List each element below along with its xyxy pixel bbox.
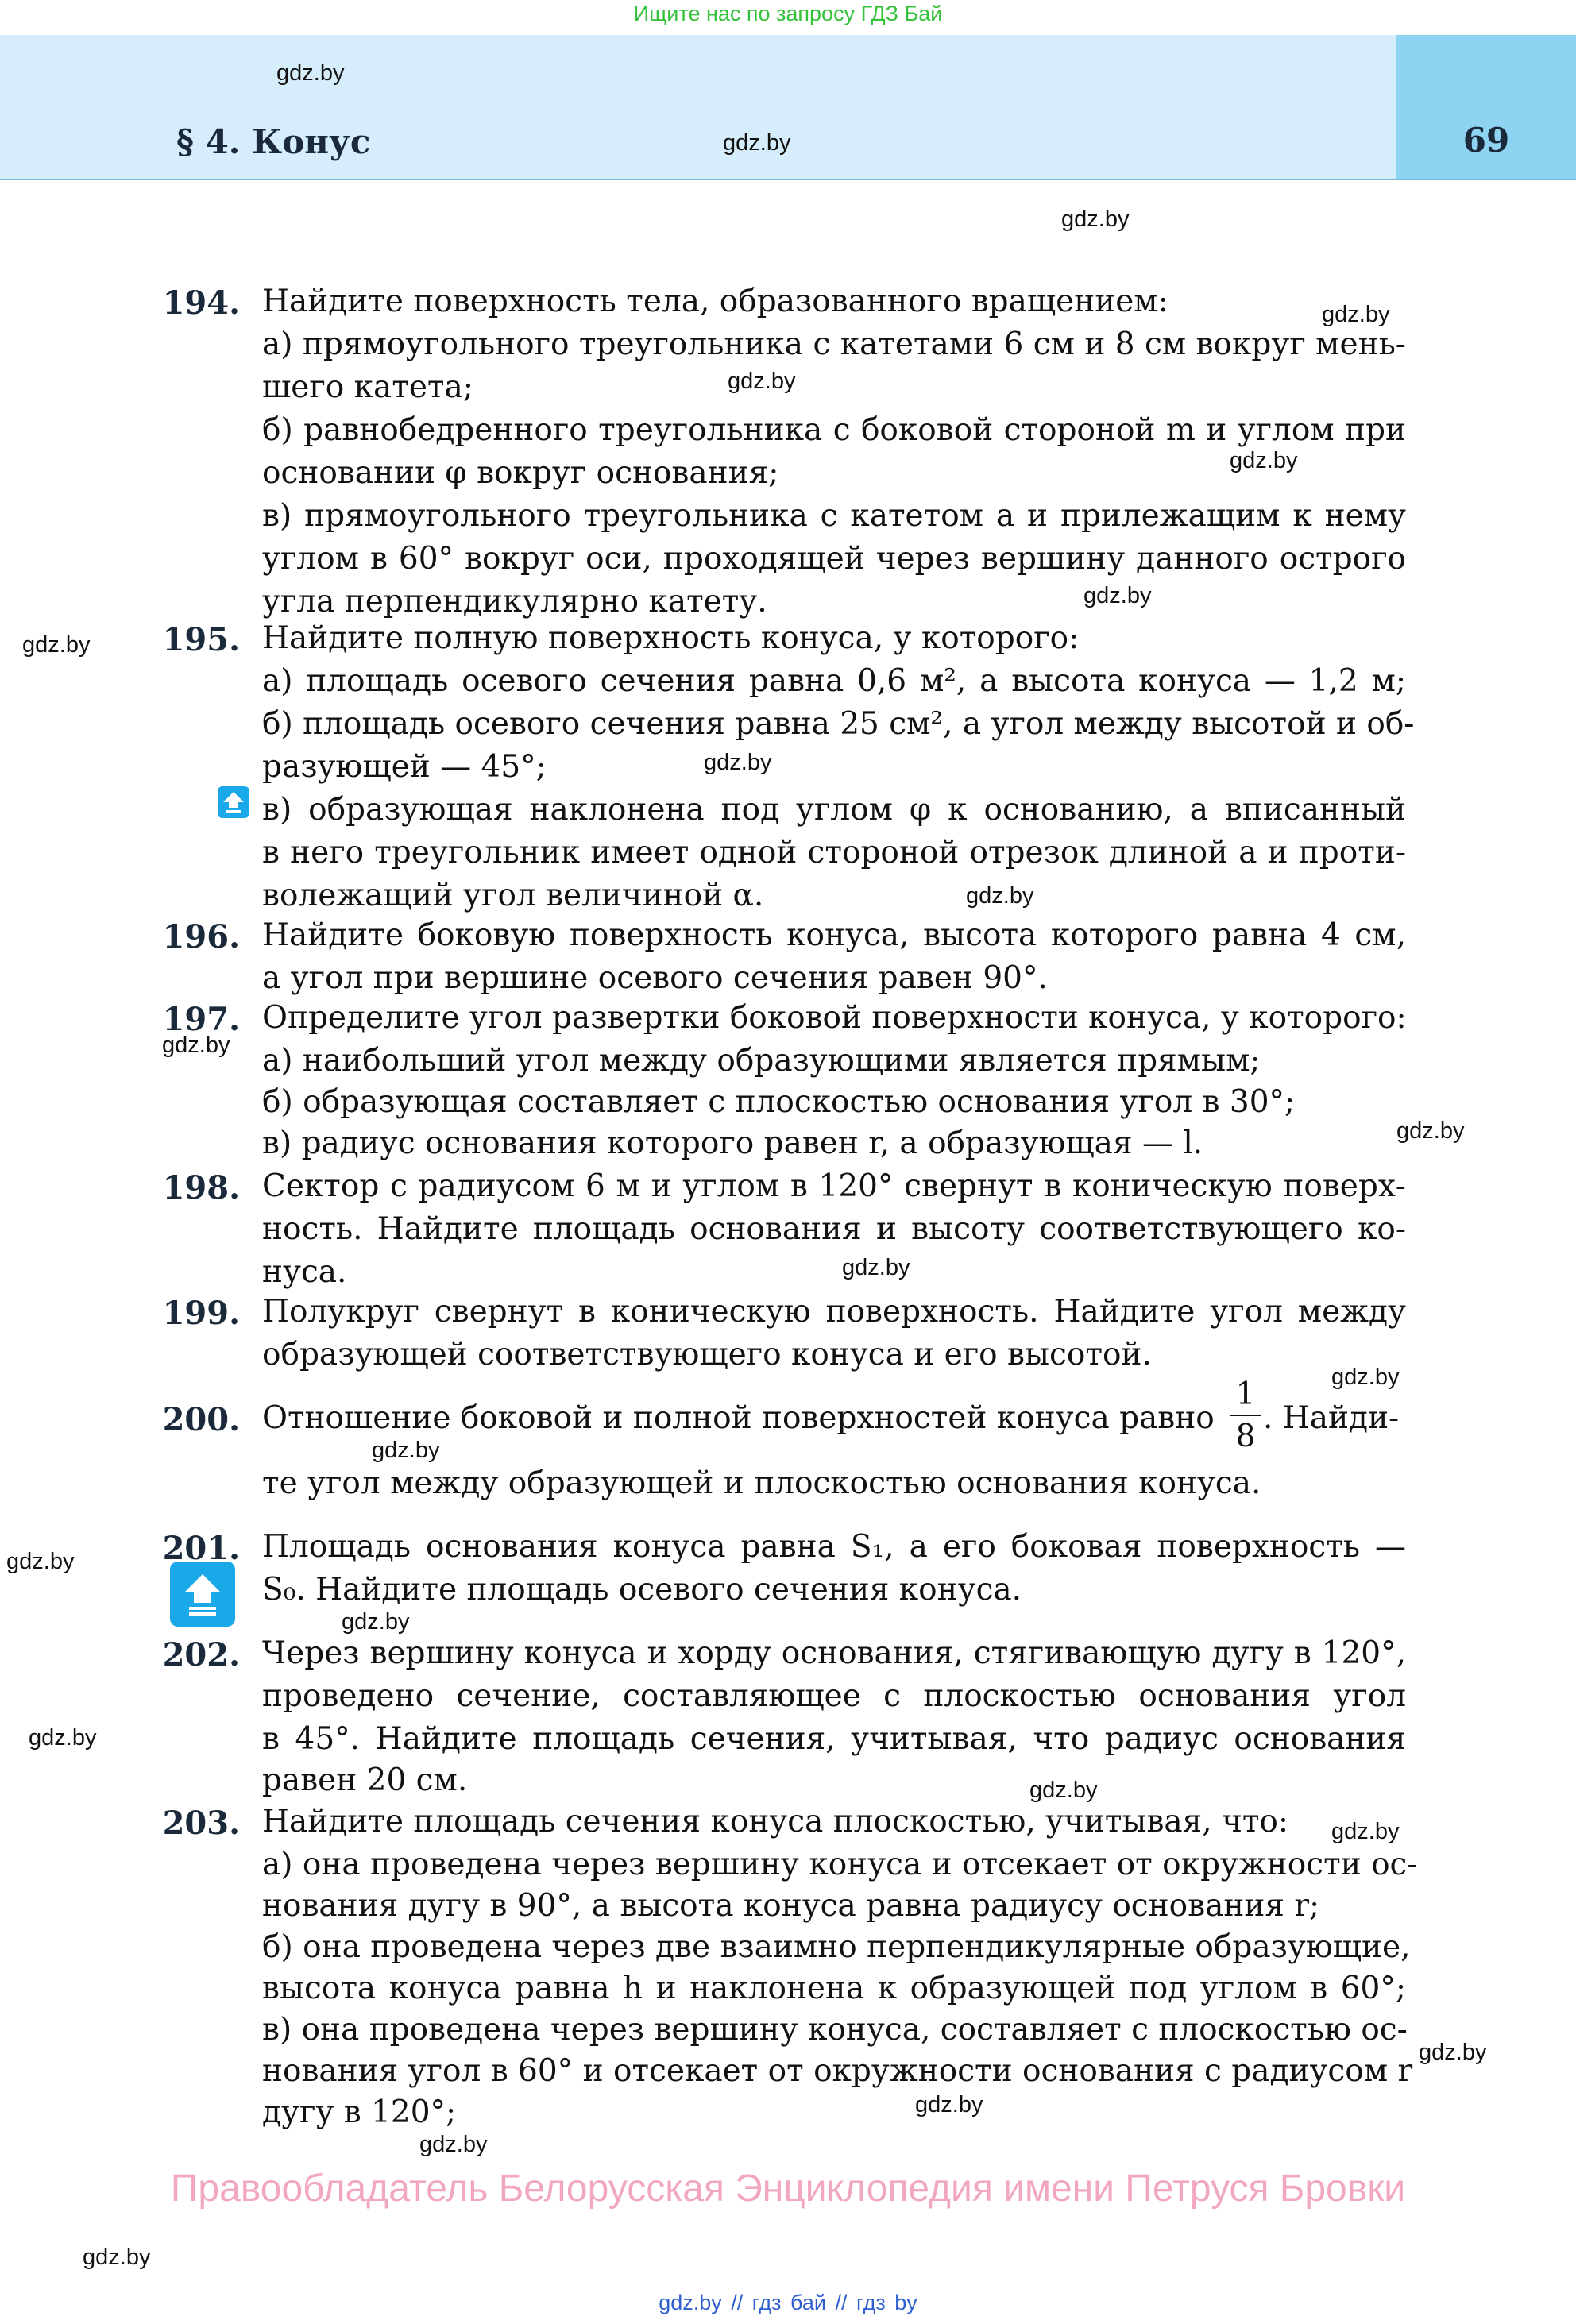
watermark: gdz.by bbox=[1396, 1118, 1465, 1144]
problem-text-line: высота конуса равна h и наклонена к образующей под углом в 60°; bbox=[262, 1971, 1406, 2006]
problem-text-line: угла перпендикулярно катету. bbox=[262, 584, 767, 620]
problem-text-line: равен 20 см. bbox=[262, 1762, 468, 1798]
problem-number: 195. bbox=[162, 621, 240, 658]
copyright-notice: Правообладатель Белорусская Энциклопедия имени Петруся Бровки bbox=[170, 2168, 1406, 2210]
problem-text-line: б) равнобедренного треугольника с боковой стороной m и углом при bbox=[262, 412, 1407, 448]
problem-text-line: разующей — 45°; bbox=[262, 749, 547, 785]
problem-number: 198. bbox=[162, 1169, 240, 1206]
watermark: gdz.by bbox=[372, 1438, 440, 1463]
watermark: gdz.by bbox=[1331, 1365, 1400, 1390]
problem-text-line: а) она проведена через вершину конуса и отсекает от окружности ос- bbox=[262, 1847, 1418, 1882]
fraction-denominator: 8 bbox=[1235, 1419, 1256, 1454]
watermark: gdz.by bbox=[276, 60, 345, 86]
watermark: gdz.by bbox=[728, 369, 796, 394]
section-title: § 4. Конус bbox=[176, 122, 371, 161]
problem-text-line: а) прямоугольного треугольника с катетами 6 см и 8 см вокруг мень- bbox=[262, 326, 1406, 362]
page-number: 69 bbox=[1462, 121, 1510, 160]
watermark: gdz.by bbox=[1322, 302, 1390, 327]
bottom-links[interactable]: gdz.by // гдз бай // гдз by bbox=[659, 2291, 917, 2314]
problem-text-line: Найдите площадь сечения конуса плоскостью, учитывая, что: bbox=[262, 1804, 1289, 1840]
problem-text-line: Сектор с радиусом 6 м и углом в 120° свернут в коническую поверх- bbox=[262, 1168, 1406, 1204]
problem-text-line: нования дугу в 90°, а высота конуса равна радиусу основания r; bbox=[262, 1888, 1320, 1924]
watermark: gdz.by bbox=[22, 632, 91, 658]
fraction-bar bbox=[1230, 1415, 1261, 1416]
top-banner[interactable]: Ищите нас по запросу ГДЗ Бай bbox=[633, 2, 943, 25]
watermark: gdz.by bbox=[704, 750, 772, 775]
watermark: gdz.by bbox=[29, 1725, 97, 1751]
problem-text-line: дугу в 120°; bbox=[262, 2094, 457, 2130]
header-rule bbox=[0, 179, 1576, 180]
problem-text-line: волежащий угол величиной α. bbox=[262, 878, 764, 913]
problem-text-line: основании φ вокруг основания; bbox=[262, 455, 779, 491]
problem-text-line: нуса. bbox=[262, 1254, 347, 1290]
watermark: gdz.by bbox=[1061, 207, 1130, 232]
problem-text-line: а угол при вершине осевого сечения равен 90°. bbox=[262, 960, 1048, 996]
home-up-icon[interactable] bbox=[218, 786, 249, 818]
watermark: gdz.by bbox=[723, 130, 791, 156]
problem-text-line: Найдите боковую поверхность конуса, высота которого равна 4 см, bbox=[262, 917, 1406, 953]
problem-text-line: Отношение боковой и полной поверхностей конуса равно bbox=[262, 1400, 1215, 1436]
watermark: gdz.by bbox=[966, 883, 1034, 909]
problem-text-line: а) наибольший угол между образующими является прямым; bbox=[262, 1043, 1261, 1079]
watermark: gdz.by bbox=[342, 1609, 410, 1635]
problem-number: 201. bbox=[162, 1530, 240, 1567]
problem-text-line: S₀. Найдите площадь осевого сечения конуса. bbox=[262, 1572, 1022, 1608]
problem-number: 200. bbox=[162, 1401, 240, 1438]
watermark: gdz.by bbox=[6, 1549, 75, 1574]
problem-text-line: Найдите полную поверхность конуса, у которого: bbox=[262, 620, 1080, 656]
problem-text-line: б) площадь осевого сечения равна 25 см², а угол между высотой и об- bbox=[262, 706, 1415, 742]
problem-text-line: б) образующая составляет с плоскостью основания угол в 30°; bbox=[262, 1084, 1296, 1120]
problem-text-line: углом в 60° вокруг оси, проходящей через вершину данного острого bbox=[262, 541, 1406, 577]
problem-text-line: нования угол в 60° и отсекает от окружности основания с радиусом r bbox=[262, 2053, 1413, 2089]
fraction bbox=[1230, 1376, 1261, 1454]
problem-text-line: Определите угол развертки боковой поверхности конуса, у которого: bbox=[262, 1000, 1407, 1036]
problem-text-line: образующей соответствующего конуса и его высотой. bbox=[262, 1337, 1152, 1372]
problem-text-line: Площадь основания конуса равна S₁, а его боковая поверхность — bbox=[262, 1529, 1406, 1565]
problem-number: 196. bbox=[162, 918, 240, 955]
problem-text-line: в) она проведена через вершину конуса, составляет с плоскостью ос- bbox=[262, 2012, 1408, 2048]
problem-text-line: проведено сечение, составляющее с плоскостью основания угол bbox=[262, 1678, 1406, 1714]
watermark: gdz.by bbox=[1029, 1778, 1098, 1803]
watermark: gdz.by bbox=[83, 2245, 151, 2270]
fraction-numerator: 1 bbox=[1235, 1376, 1256, 1412]
problem-text-line: те угол между образующей и плоскостью основания конуса. bbox=[262, 1465, 1261, 1501]
problem-text-line: . Найди- bbox=[1263, 1400, 1400, 1436]
problem-text-line: шего катета; bbox=[262, 369, 473, 405]
watermark: gdz.by bbox=[915, 2092, 983, 2117]
problem-text-line: в) прямоугольного треугольника с катетом a и прилежащим к нему bbox=[262, 498, 1406, 534]
problem-number: 203. bbox=[162, 1805, 240, 1842]
watermark: gdz.by bbox=[1419, 2040, 1487, 2065]
problem-text-line: б) она проведена через две взаимно перпендикулярные образующие, bbox=[262, 1929, 1411, 1965]
problem-text-line: а) площадь осевого сечения равна 0,6 м², а высота конуса — 1,2 м; bbox=[262, 663, 1406, 699]
problem-number: 199. bbox=[162, 1295, 240, 1332]
watermark: gdz.by bbox=[1331, 1819, 1400, 1844]
problem-text-line: ность. Найдите площадь основания и высоту соответствующего ко- bbox=[262, 1211, 1406, 1247]
home-up-icon[interactable] bbox=[170, 1562, 235, 1627]
watermark: gdz.by bbox=[1084, 583, 1152, 608]
problem-text-line: Найдите поверхность тела, образованного вращением: bbox=[262, 284, 1168, 319]
watermark: gdz.by bbox=[1230, 448, 1298, 473]
watermark: gdz.by bbox=[162, 1033, 230, 1058]
problem-number: 197. bbox=[162, 1001, 240, 1038]
problem-text-line: Через вершину конуса и хорду основания, стягивающую дугу в 120°, bbox=[262, 1635, 1406, 1671]
problem-text-line: в) радиус основания которого равен r, а образующая — l. bbox=[262, 1125, 1203, 1161]
problem-number: 202. bbox=[162, 1636, 240, 1674]
problem-text-line: в 45°. Найдите площадь сечения, учитывая, что радиус основания bbox=[262, 1721, 1406, 1757]
watermark: gdz.by bbox=[842, 1255, 910, 1280]
problem-text-line: в него треугольник имеет одной стороной отрезок длиной a и проти- bbox=[262, 835, 1406, 871]
watermark: gdz.by bbox=[419, 2132, 488, 2157]
problem-text-line: Полукруг свернут в коническую поверхность. Найдите угол между bbox=[262, 1294, 1406, 1330]
problem-number: 194. bbox=[162, 284, 240, 322]
problem-text-line: в) образующая наклонена под углом φ к основанию, а вписанный bbox=[262, 792, 1406, 828]
